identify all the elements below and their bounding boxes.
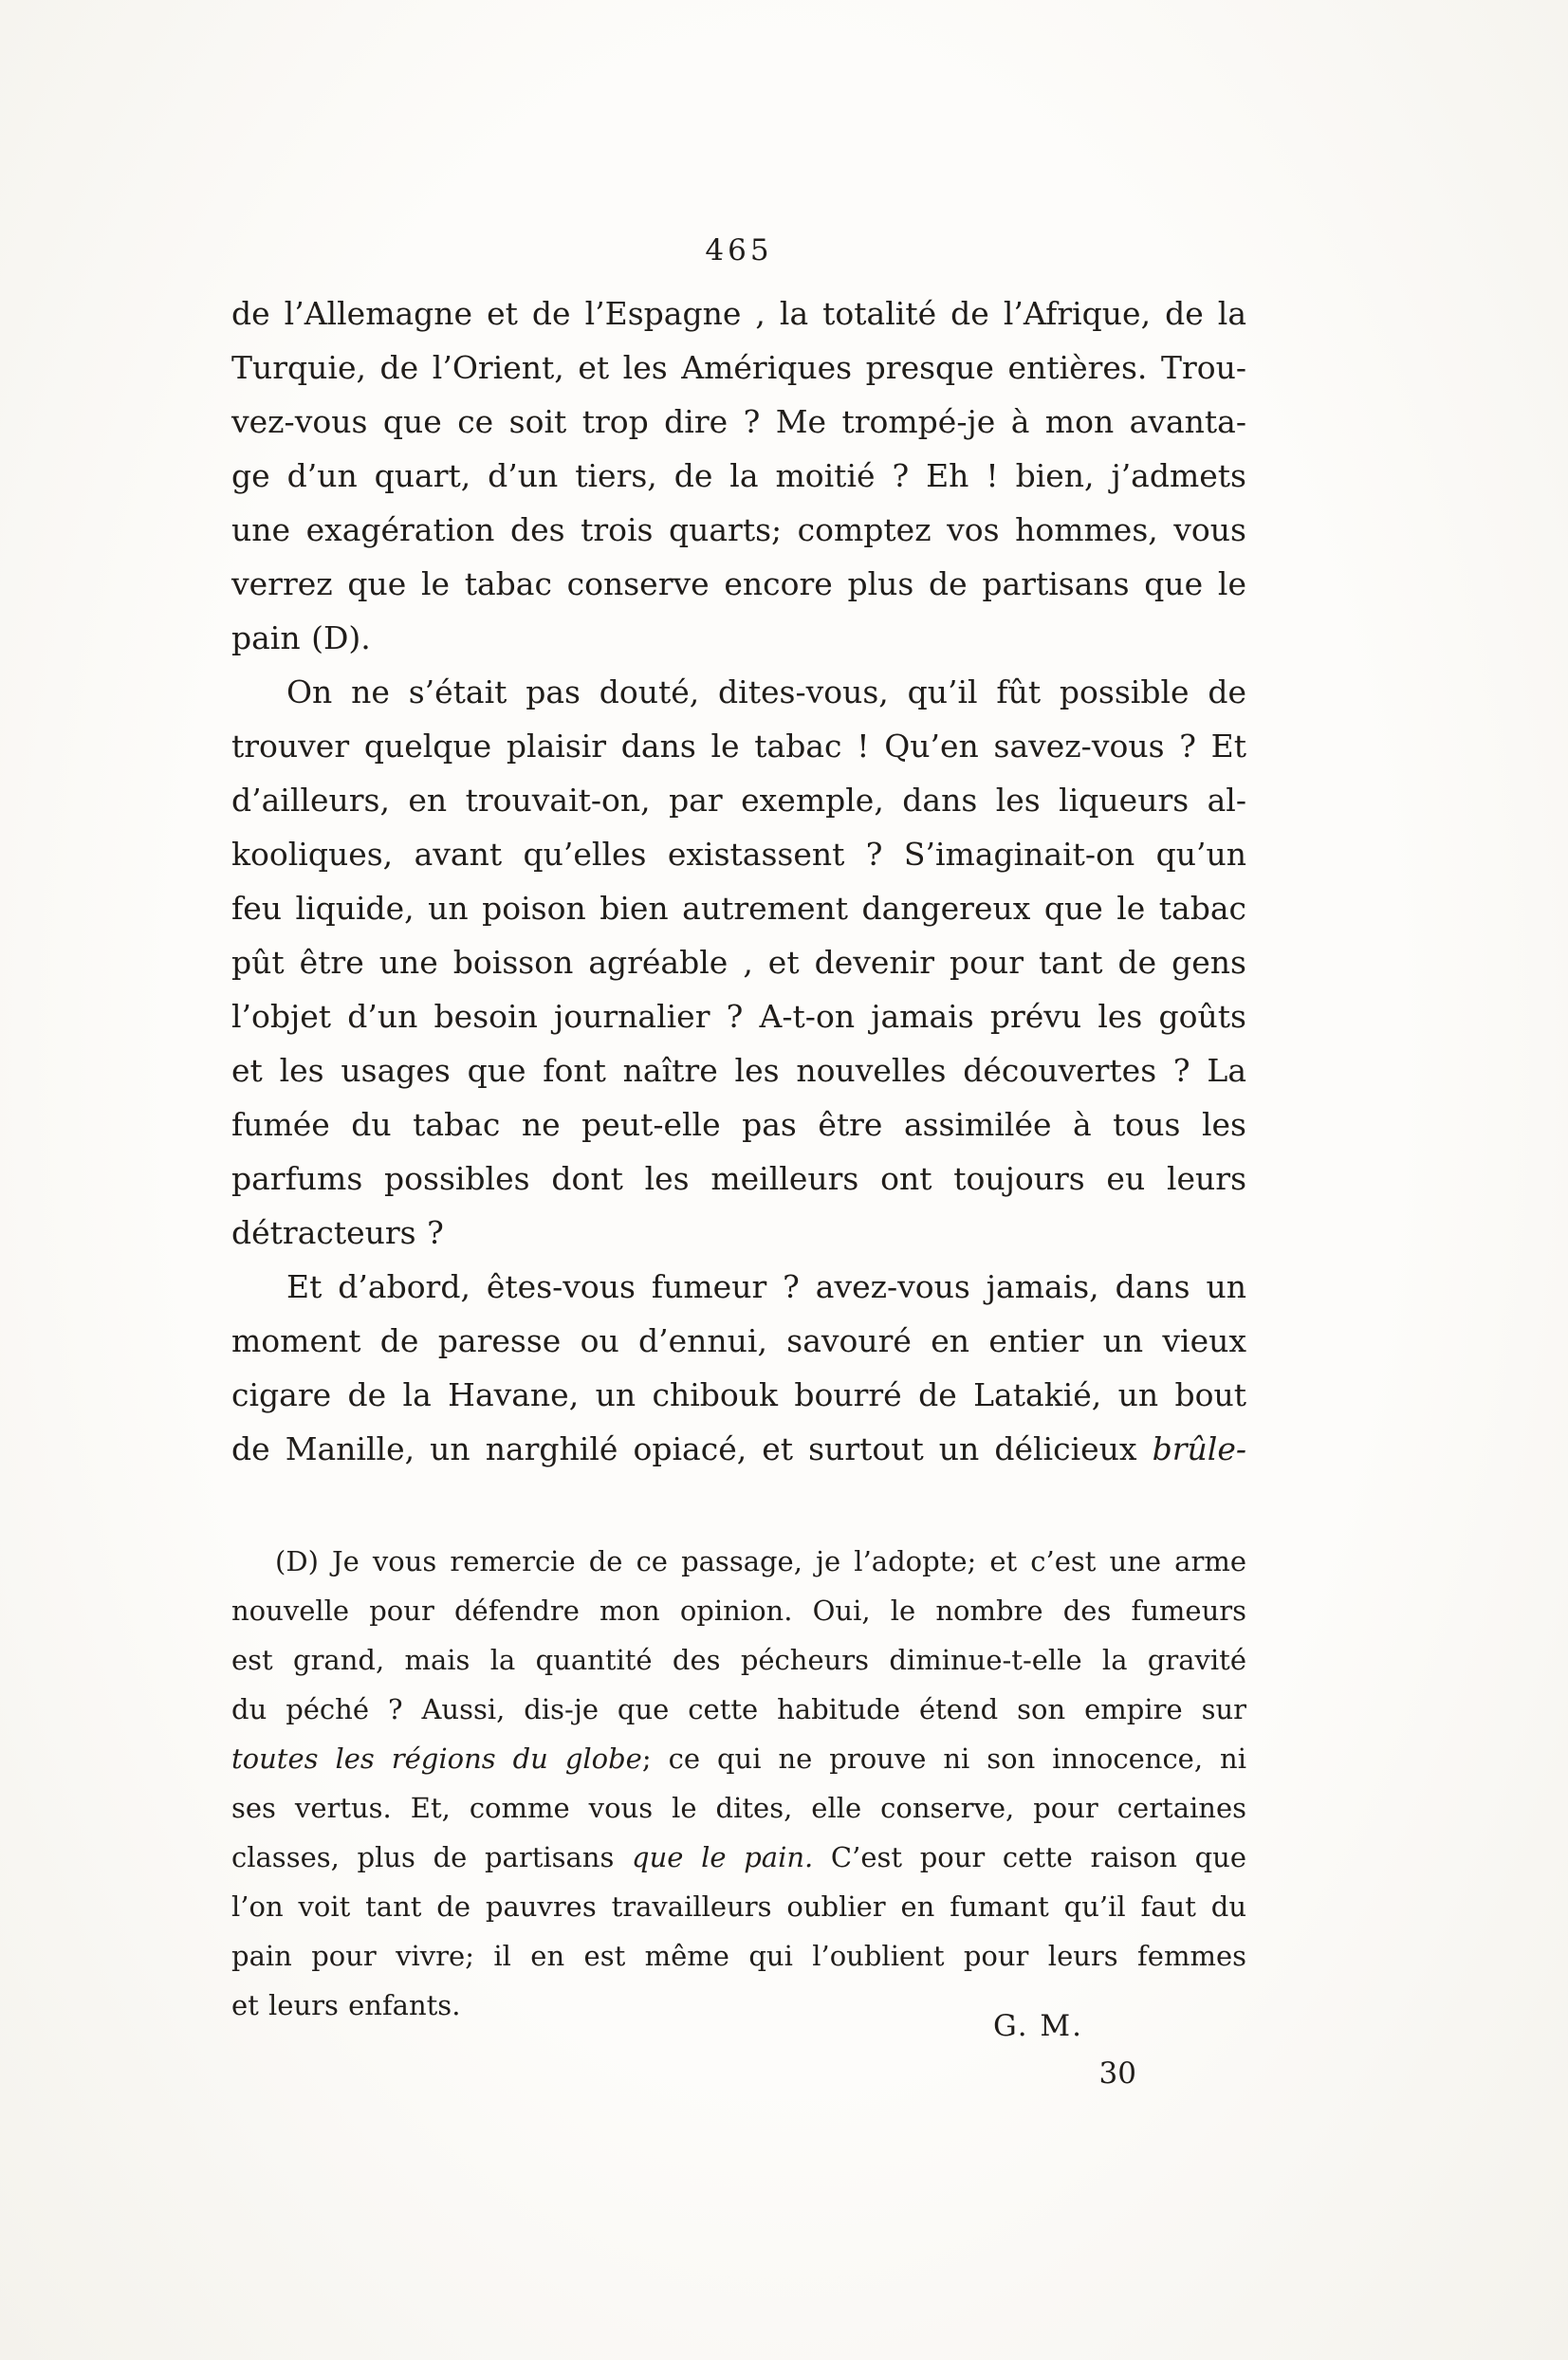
- text-run: classes, plus de partisans: [231, 1841, 633, 1873]
- footnote-block: [231, 1537, 1246, 2030]
- text-line: [231, 881, 1246, 935]
- text-run: ; ce qui ne prouve ni son innocence, ni: [641, 1742, 1246, 1775]
- text-run: fumée du tabac ne peut-elle pas être assimilée à tous les: [231, 1106, 1246, 1143]
- text-run: Turquie, de l’Orient, et les Amériques presque entières. Trou-: [231, 349, 1246, 386]
- text-line: [231, 989, 1246, 1043]
- text-run: pain (D).: [231, 619, 371, 656]
- text-line: [231, 557, 1246, 611]
- text-run: moment de paresse ou d’ennui, savouré en entier un vieux: [231, 1322, 1246, 1359]
- text-line: [231, 719, 1246, 773]
- text-line: [231, 1097, 1246, 1152]
- text-line: [231, 1422, 1246, 1476]
- text-run: Et d’abord, êtes-vous fumeur ? avez-vous jamais, dans un: [286, 1268, 1246, 1305]
- text-line: [231, 1260, 1246, 1314]
- text-run: ses vertus. Et, comme vous le dites, elle conserve, pour certaines: [231, 1792, 1246, 1824]
- text-line: [231, 935, 1246, 989]
- text-run: kooliques, avant qu’elles existassent ? S’imaginait-on qu’un: [231, 836, 1246, 873]
- text-line: [231, 1685, 1246, 1734]
- text-run: On ne s’était pas douté, dites-vous, qu’il fût possible de: [286, 673, 1246, 710]
- text-line: [231, 1931, 1246, 1981]
- text-line: [231, 1152, 1246, 1206]
- text-run: nouvelle pour défendre mon opinion. Oui, le nombre des fumeurs: [231, 1595, 1246, 1627]
- text-run: vez-vous que ce soit trop dire ? Me trompé-je à mon avanta-: [231, 403, 1246, 440]
- text-run: pût être une boisson agréable , et devenir pour tant de gens: [231, 944, 1246, 981]
- text-run: de l’Allemagne et de l’Espagne , la totalité de l’Afrique, de la: [231, 295, 1246, 332]
- text-run: verrez que le tabac conserve encore plus de partisans que le: [231, 565, 1246, 602]
- text-run: C’est pour cette raison que: [813, 1841, 1246, 1873]
- text-line: [231, 773, 1246, 827]
- text-run: l’objet d’un besoin journalier ? A-t-on jamais prévu les goûts: [231, 998, 1246, 1035]
- text-line: [231, 1043, 1246, 1097]
- text-line: [231, 827, 1246, 881]
- text-line: [231, 449, 1246, 503]
- text-line: [231, 286, 1246, 341]
- text-line: [231, 1314, 1246, 1368]
- text-line: [231, 395, 1246, 449]
- text-line: [231, 1206, 1246, 1260]
- text-run: détracteurs ?: [231, 1214, 444, 1251]
- text-run: (D) Je vous remercie de ce passage, je l’adopte; et c’est une arme: [275, 1545, 1246, 1577]
- text-run: cigare de la Havane, un chibouk bourré de Latakié, un bout: [231, 1376, 1246, 1413]
- italic-text-run: que le pain.: [632, 1841, 814, 1873]
- text-line: [231, 1368, 1246, 1422]
- text-line: [231, 665, 1246, 719]
- text-run: et les usages que font naître les nouvelles découvertes ? La: [231, 1052, 1246, 1089]
- text-line: [231, 1833, 1246, 1882]
- sheet-number: 30: [1098, 2056, 1136, 2091]
- italic-text-run: toutes les régions du globe: [231, 1742, 642, 1775]
- text-run: d’ailleurs, en trouvait-on, par exemple, dans les liqueurs al-: [231, 782, 1246, 819]
- text-run: de Manille, un narghilé opiacé, et surtout un délicieux: [231, 1430, 1153, 1467]
- text-run: une exagération des trois quarts; comptez vos hommes, vous: [231, 511, 1246, 548]
- author-signature: G. M.: [993, 2009, 1083, 2043]
- text-line: [231, 1537, 1246, 1586]
- text-run: trouver quelque plaisir dans le tabac ! Qu’en savez-vous ? Et: [231, 728, 1246, 765]
- text-run: ge d’un quart, d’un tiers, de la moitié ? Eh ! bien, j’admets: [231, 457, 1246, 494]
- text-run: l’on voit tant de pauvres travailleurs oublier en fumant qu’il faut du: [231, 1890, 1246, 1923]
- text-run: du péché ? Aussi, dis-je que cette habitude étend son empire sur: [231, 1693, 1246, 1725]
- text-run: est grand, mais la quantité des pécheurs diminue-t-elle la gravité: [231, 1644, 1246, 1676]
- text-run: et leurs enfants.: [231, 1989, 461, 2021]
- text-line: [231, 1783, 1246, 1833]
- text-line: [231, 1882, 1246, 1931]
- main-text-block: [231, 286, 1246, 1476]
- text-line: [231, 1586, 1246, 1635]
- text-line: [231, 611, 1246, 665]
- text-line: [231, 1734, 1246, 1783]
- text-run: feu liquide, un poison bien autrement dangereux que le tabac: [231, 890, 1246, 927]
- text-run: parfums possibles dont les meilleurs ont toujours eu leurs: [231, 1160, 1246, 1197]
- text-line: [231, 341, 1246, 395]
- text-line: [231, 1635, 1246, 1685]
- text-run: pain pour vivre; il en est même qui l’oublient pour leurs femmes: [231, 1940, 1246, 1972]
- page-number: 465: [705, 233, 773, 267]
- italic-text-run: brûle-: [1152, 1430, 1246, 1467]
- text-line: [231, 503, 1246, 557]
